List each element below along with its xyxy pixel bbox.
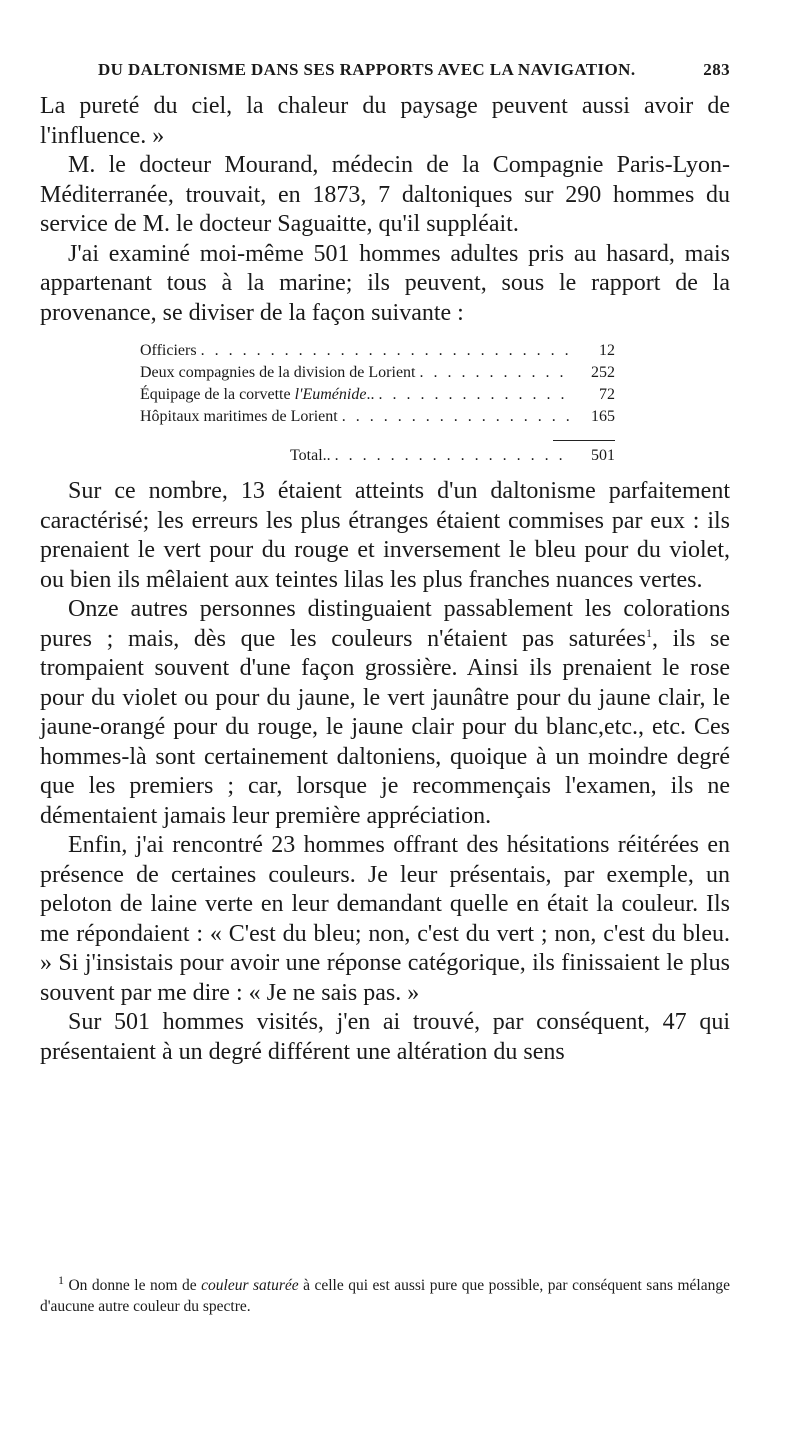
- running-header: [40, 60, 730, 88]
- leader-dots: [201, 340, 571, 362]
- book-page: [40, 0, 730, 1431]
- total-value: 501: [591, 447, 615, 464]
- provenance-table: [140, 340, 615, 467]
- total-row: [140, 445, 615, 467]
- footnote-marker: 1: [58, 1272, 64, 1287]
- table-row: [140, 384, 615, 406]
- table-row: [140, 340, 615, 362]
- paragraph: J'ai examiné moi-même 501 hommes adultes pris au hasard, mais appartenant tous à la marine; ils peuvent, sous le rapport de la provenance, se diviser de la façon suivante :: [40, 240, 730, 326]
- footnotes: [40, 1272, 730, 1317]
- row-label: Deux compagnies de la division de Lorient: [140, 364, 416, 381]
- paragraph: Enfin, j'ai rencontré 23 hommes offrant des hésitations réitérées en présence de certaines couleurs. Je leur présentais, par exemple, un peloton de laine verte en leur demandant quelle en était la couleur. Ils me répondaient : « C'est du bleu; non, c'est du vert ; non, c'est du bleu. » Si j'insistais pour avoir une réponse catégorique, ils finissaient le plus souvent par me dire : « Je ne sais pas. »: [40, 832, 730, 1006]
- table-row: [140, 362, 615, 384]
- leader-dots: [378, 384, 571, 406]
- row-value: 72: [599, 386, 615, 403]
- main-text: [40, 92, 730, 1067]
- paragraph: Sur ce nombre, 13 étaient atteints d'un daltonisme parfaitement caractérisé; les erreurs les plus étranges étaient commises par eux : ils prenaient le vert pour du rouge et inversement le bleu pour du violet, ou bien ils mêlaient aux teintes lilas les plus franches nuances vertes.: [40, 478, 730, 593]
- row-label: Officiers: [140, 342, 197, 359]
- page-number: 283: [703, 60, 730, 79]
- footnote: $^1$ On donne le nom de couleur saturée à celle qui est aussi pure que possible, par conséquent sans mélange d'aucune autre couleur du spectre.: [40, 1272, 730, 1315]
- paragraph: Sur 501 hommes visités, j'en ai trouvé, par conséquent, 47 qui présentaient à un degré différent une altération du sens: [40, 1009, 730, 1065]
- row-label: Hôpitaux maritimes de Lorient: [140, 408, 338, 425]
- row-label: Équipage de la corvette l'Euménide..: [140, 386, 375, 403]
- paragraph: M. le docteur Mourand, médecin de la Compagnie Paris-Lyon-Méditerranée, trouvait, en 1873, 7 daltoniques sur 290 hommes du service de M. le docteur Saguaitte, qu'il suppléait.: [40, 152, 730, 237]
- table-row: [140, 406, 615, 428]
- paragraph: La pureté du ciel, la chaleur du paysage peuvent aussi avoir de l'influence. »: [40, 93, 730, 149]
- footnote-ref: 1: [646, 625, 653, 640]
- paragraph: Onze autres personnes distinguaient passablement les colorations pures ; mais, dès que les couleurs n'étaient pas saturées$^1$, ils se trompaient souvent d'une façon grossière. Ainsi ils prenaient le rose pour du violet ou pour du jaune, le vert jaunâtre pour du jaune clair, le jaune-orangé pour du rouge, le jaune clair pour du blanc,etc., etc. Ces hommes-là sont certainement daltoniens, quoique à un moindre degré que les premiers ; car, lorsque je recommençais l'examen, ils ne démentaient jamais leur première appréciation.: [40, 596, 731, 829]
- leader-dots: [419, 362, 571, 384]
- total-label: Total..: [290, 447, 331, 464]
- running-title: DU DALTONISME DANS SES RAPPORTS AVEC LA NAVIGATION.: [98, 60, 636, 79]
- leader-dots: [335, 445, 571, 467]
- row-value: 252: [591, 364, 615, 381]
- row-value: 12: [599, 342, 615, 359]
- leader-dots: [342, 406, 571, 428]
- sum-rule: [553, 440, 615, 441]
- row-value: 165: [591, 408, 615, 425]
